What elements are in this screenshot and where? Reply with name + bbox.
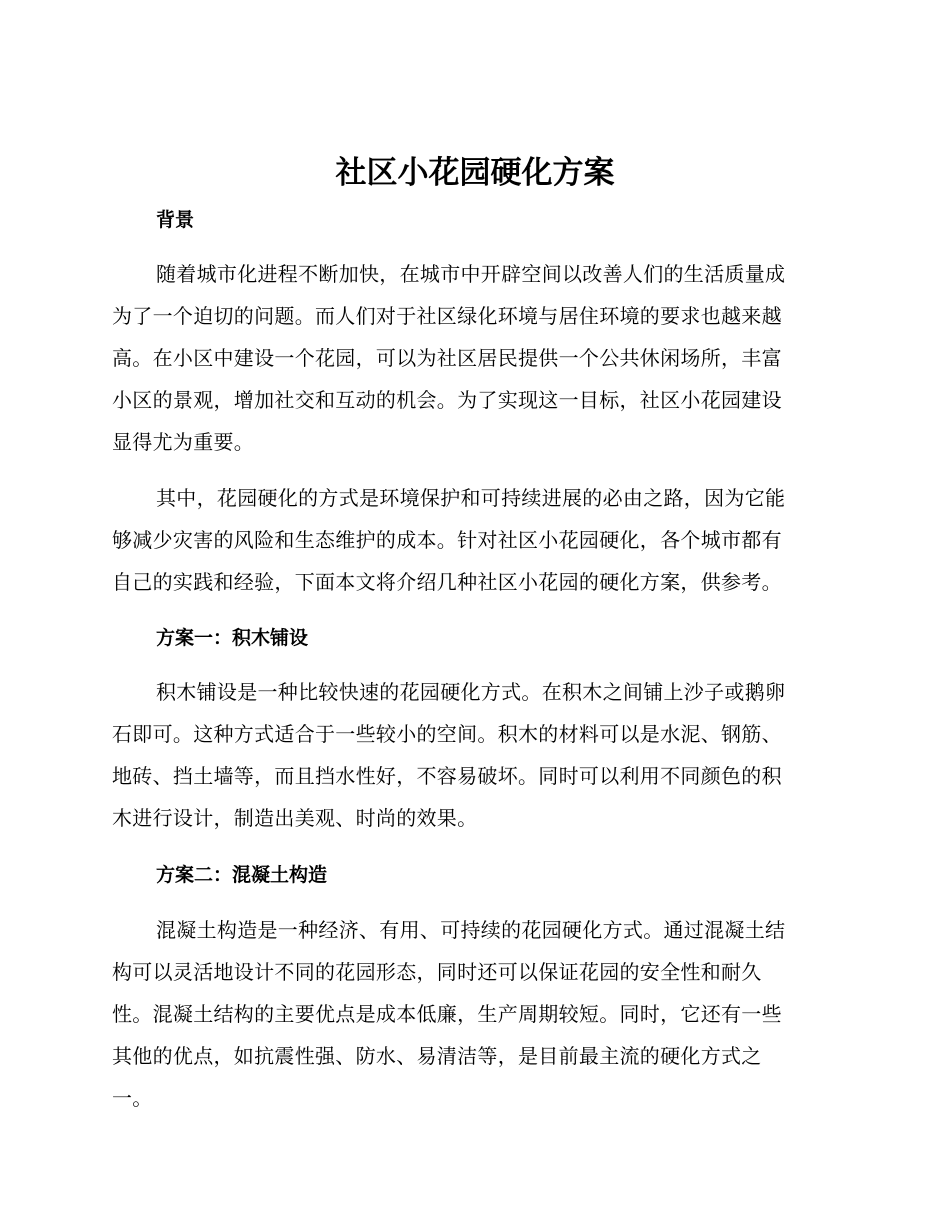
paragraph-plan-two: [112, 909, 832, 1119]
text-line: 够减少灾害的风险和生态维护的成本。针对社区小花园硬化，各个城市都有: [112, 528, 782, 552]
text-line: 其他的优点，如抗震性强、防水、易清洁等，是目前最主流的硬化方式之: [112, 1044, 762, 1068]
text-line: 小区的景观，增加社交和互动的机会。为了实现这一目标，社区小花园建设: [112, 388, 782, 412]
text-line: 性。混凝土结构的主要优点是成本低廉，生产周期较短。同时，它还有一些: [112, 1002, 782, 1026]
text-line: 显得尤为重要。: [112, 430, 255, 454]
paragraph-plan-one: [112, 671, 832, 839]
text-line: 其中，花园硬化的方式是环境保护和可持续进展的必由之路，因为它能: [156, 486, 786, 510]
text-line: 自己的实践和经验，下面本文将介绍几种社区小花园的硬化方案，供参考。: [112, 570, 782, 594]
text-line: 随着城市化进程不断加快，在城市中开辟空间以改善人们的生活质量成: [156, 262, 786, 286]
text-line: 一。: [112, 1086, 153, 1110]
text-line: 混凝土构造是一种经济、有用、可持续的花园硬化方式。通过混凝土结: [156, 918, 786, 942]
section-heading-plan-one: 方案一：积木铺设: [156, 627, 309, 649]
text-line: 积木铺设是一种比较快速的花园硬化方式。在积木之间铺上沙子或鹅卵: [156, 680, 786, 704]
text-line: 石即可。这种方式适合于一些较小的空间。积木的材料可以是水泥、钢筋、: [112, 722, 782, 746]
paragraph-background-2: [112, 477, 832, 603]
section-heading-plan-two: 方案二：混凝土构造: [156, 864, 328, 886]
text-line: 地砖、挡土墙等，而且挡水性好，不容易破坏。同时可以利用不同颜色的积: [112, 764, 782, 788]
text-line: 为了一个迫切的问题。而人们对于社区绿化环境与居住环境的要求也越来越: [112, 304, 782, 328]
section-heading-background: 背景: [156, 209, 195, 231]
text-line: 高。在小区中建设一个花园，可以为社区居民提供一个公共休闲场所，丰富: [112, 346, 782, 370]
document-title: 社区小花园硬化方案: [335, 155, 615, 191]
paragraph-background-1: [112, 253, 832, 463]
text-line: 构可以灵活地设计不同的花园形态，同时还可以保证花园的安全性和耐久: [112, 960, 762, 984]
text-line: 木进行设计，制造出美观、时尚的效果。: [112, 806, 478, 830]
